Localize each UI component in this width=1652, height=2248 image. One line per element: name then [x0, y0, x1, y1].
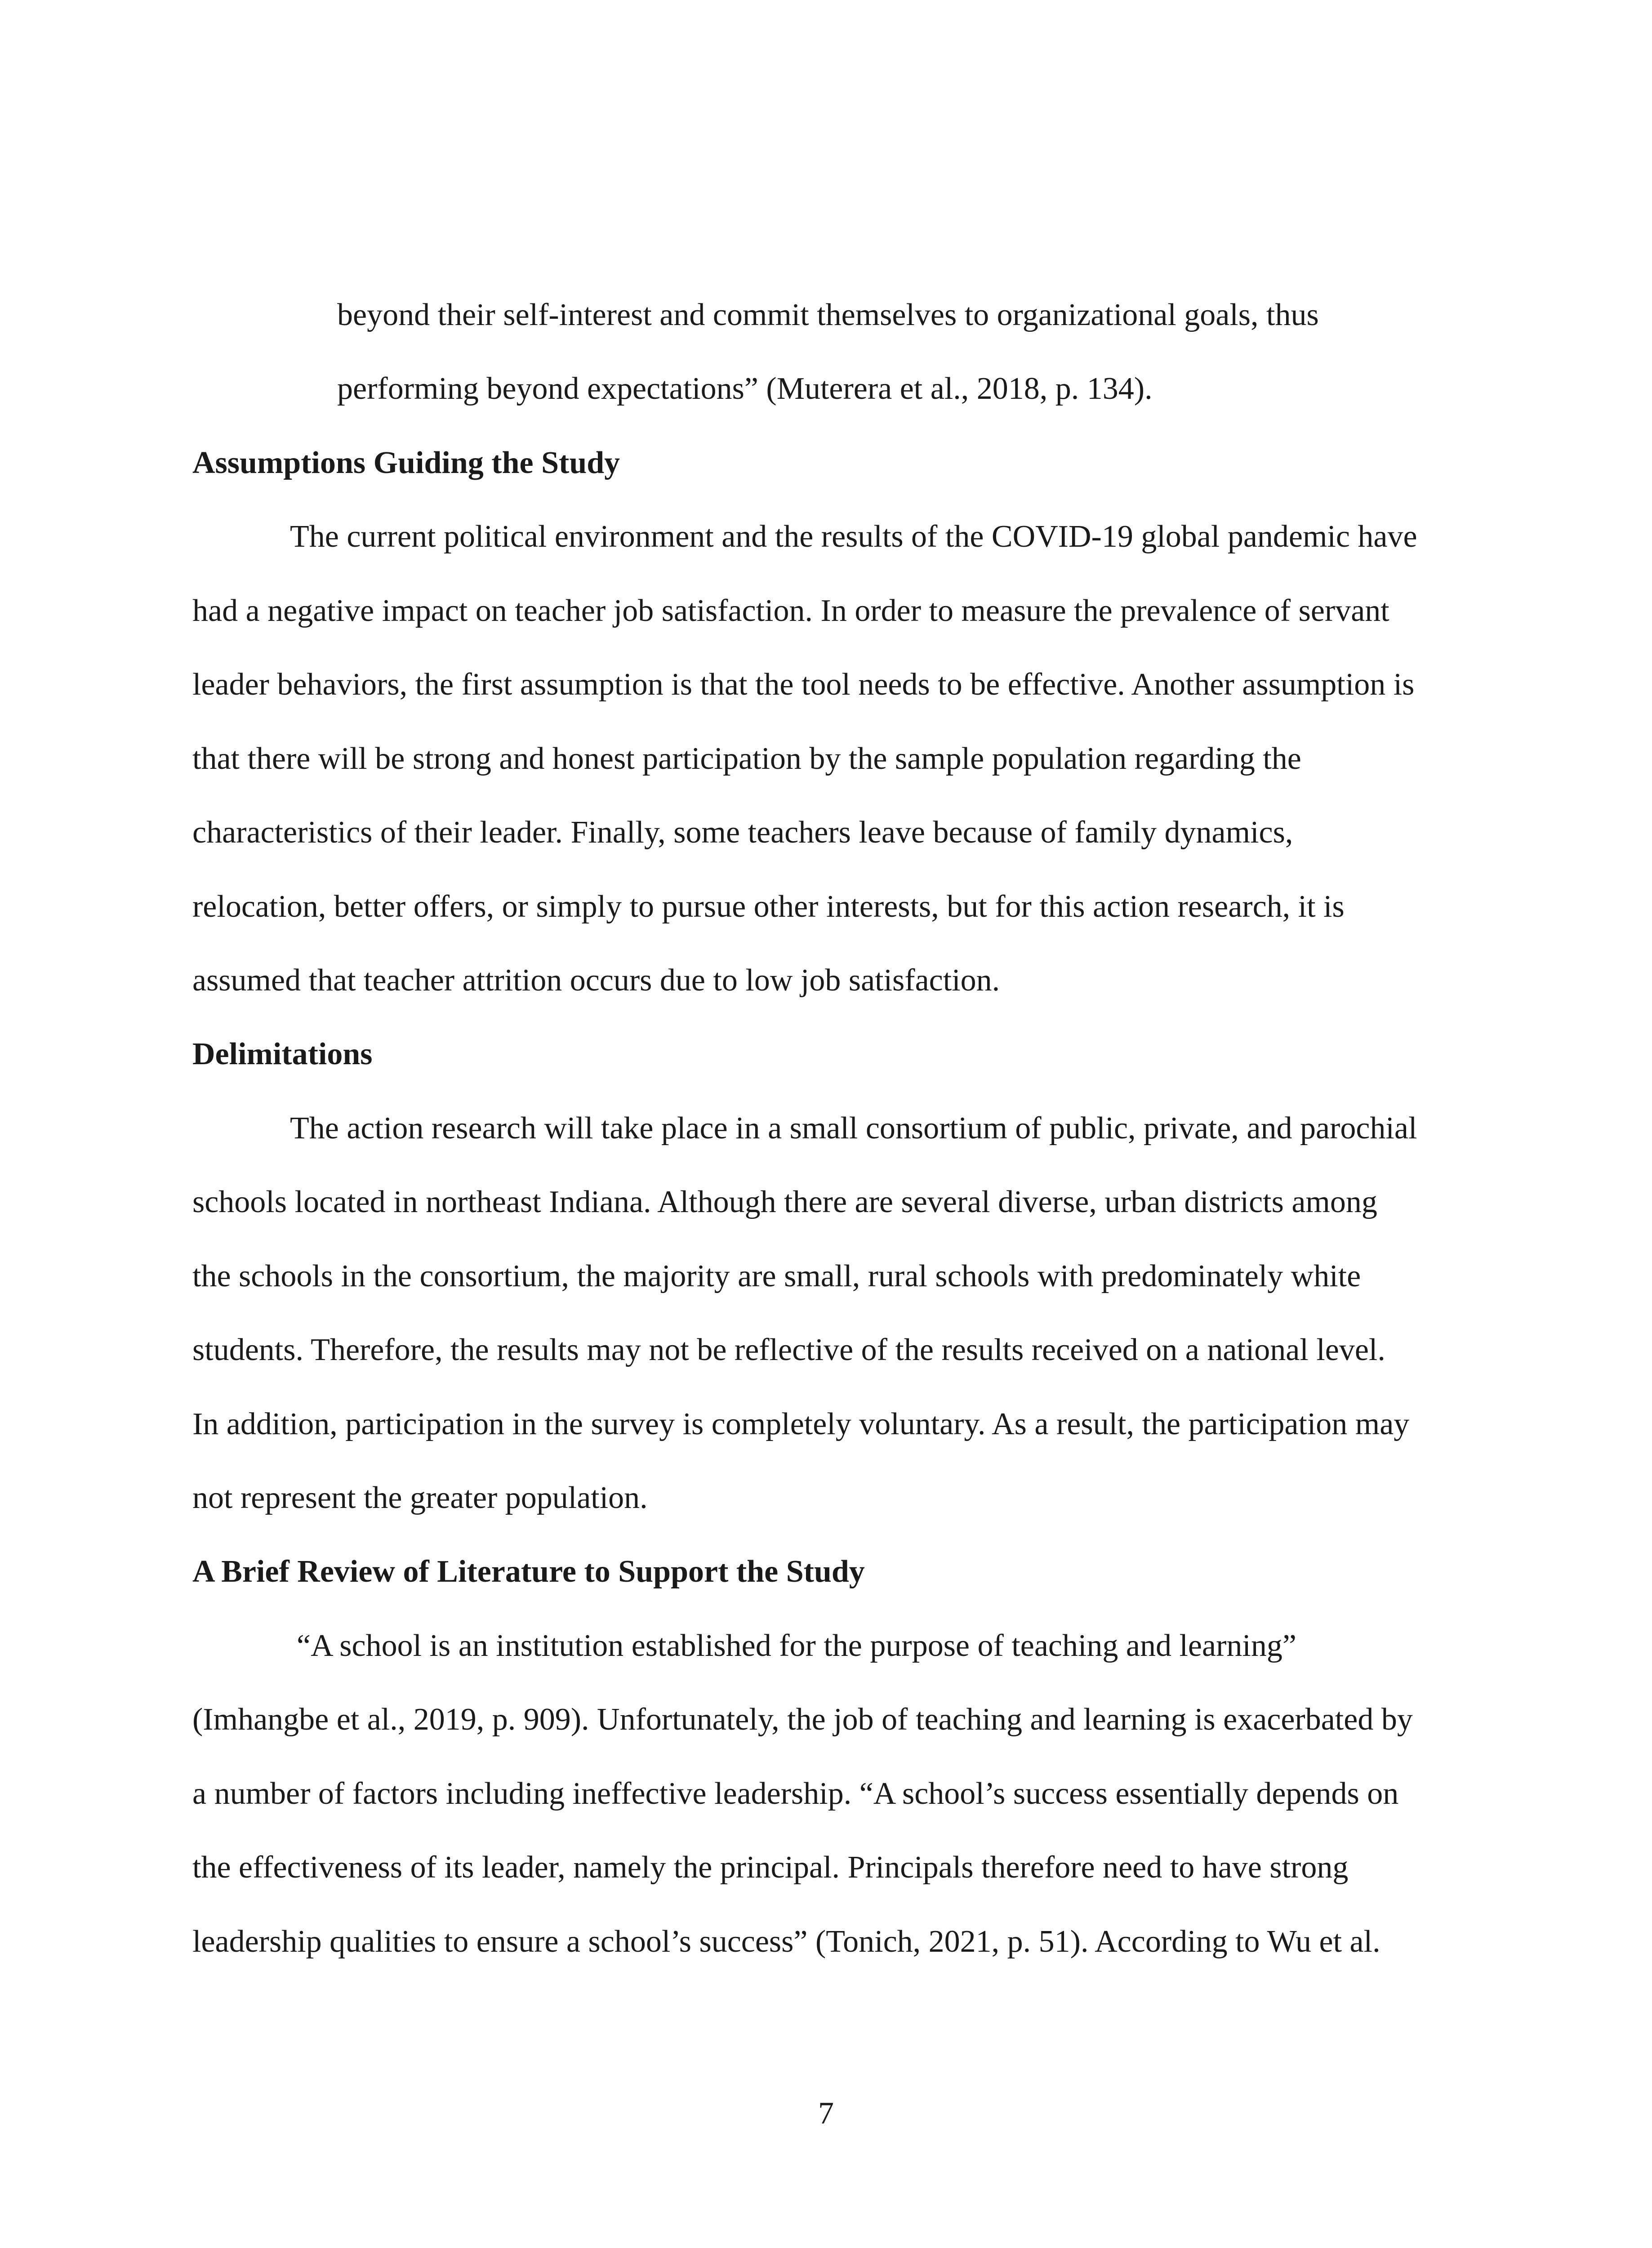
paragraph-line: “A school is an institution established for the purpose of teaching and learning” — [297, 1628, 1296, 1663]
paragraph-line: students. Therefore, the results may not be reflective of the results received on a national level. — [192, 1333, 1385, 1367]
paragraph-line: The current political environment and the results of the COVID-19 global pandemic have — [290, 519, 1417, 554]
paragraph-line: that there will be strong and honest participation by the sample population regarding the — [192, 741, 1301, 776]
paragraph-line: In addition, participation in the survey is completely voluntary. As a result, the participation may — [192, 1407, 1410, 1441]
paragraph-line: a number of factors including ineffective leadership. “A school’s success essentially depends on — [192, 1776, 1399, 1811]
paragraph-line: the effectiveness of its leader, namely the principal. Principals therefore need to have strong — [192, 1850, 1349, 1885]
block-quote-line: performing beyond expectations” (Muterera et al., 2018, p. 134). — [337, 371, 1153, 406]
paragraph-line: had a negative impact on teacher job satisfaction. In order to measure the prevalence of servant — [192, 593, 1389, 628]
paragraph-line: leadership qualities to ensure a school’s success” (Tonich, 2021, p. 51). According to Wu et al. — [192, 1924, 1380, 1959]
section-heading: A Brief Review of Literature to Support the Study — [192, 1554, 865, 1589]
paragraph-line: not represent the greater population. — [192, 1481, 648, 1515]
paragraph-line: assumed that teacher attrition occurs due to low job satisfaction. — [192, 963, 1000, 998]
paragraph-line: leader behaviors, the first assumption is that the tool needs to be effective. Another assumption is — [192, 667, 1415, 702]
section-heading: Delimitations — [192, 1037, 373, 1071]
page-number: 7 — [818, 2096, 834, 2131]
paragraph-line: (Imhangbe et al., 2019, p. 909). Unfortunately, the job of teaching and learning is exacerbated by — [192, 1702, 1413, 1737]
paragraph-line: the schools in the consortium, the majority are small, rural schools with predominately white — [192, 1259, 1361, 1293]
block-quote-line: beyond their self-interest and commit themselves to organizational goals, thus — [337, 298, 1319, 332]
section-heading: Assumptions Guiding the Study — [192, 446, 620, 480]
paragraph-line: characteristics of their leader. Finally, some teachers leave because of family dynamics, — [192, 815, 1293, 850]
paragraph-line: The action research will take place in a small consortium of public, private, and parochial — [290, 1111, 1417, 1146]
paragraph-line: relocation, better offers, or simply to pursue other interests, but for this action research, it is — [192, 889, 1345, 924]
paragraph-line: schools located in northeast Indiana. Although there are several diverse, urban districts among — [192, 1185, 1377, 1219]
